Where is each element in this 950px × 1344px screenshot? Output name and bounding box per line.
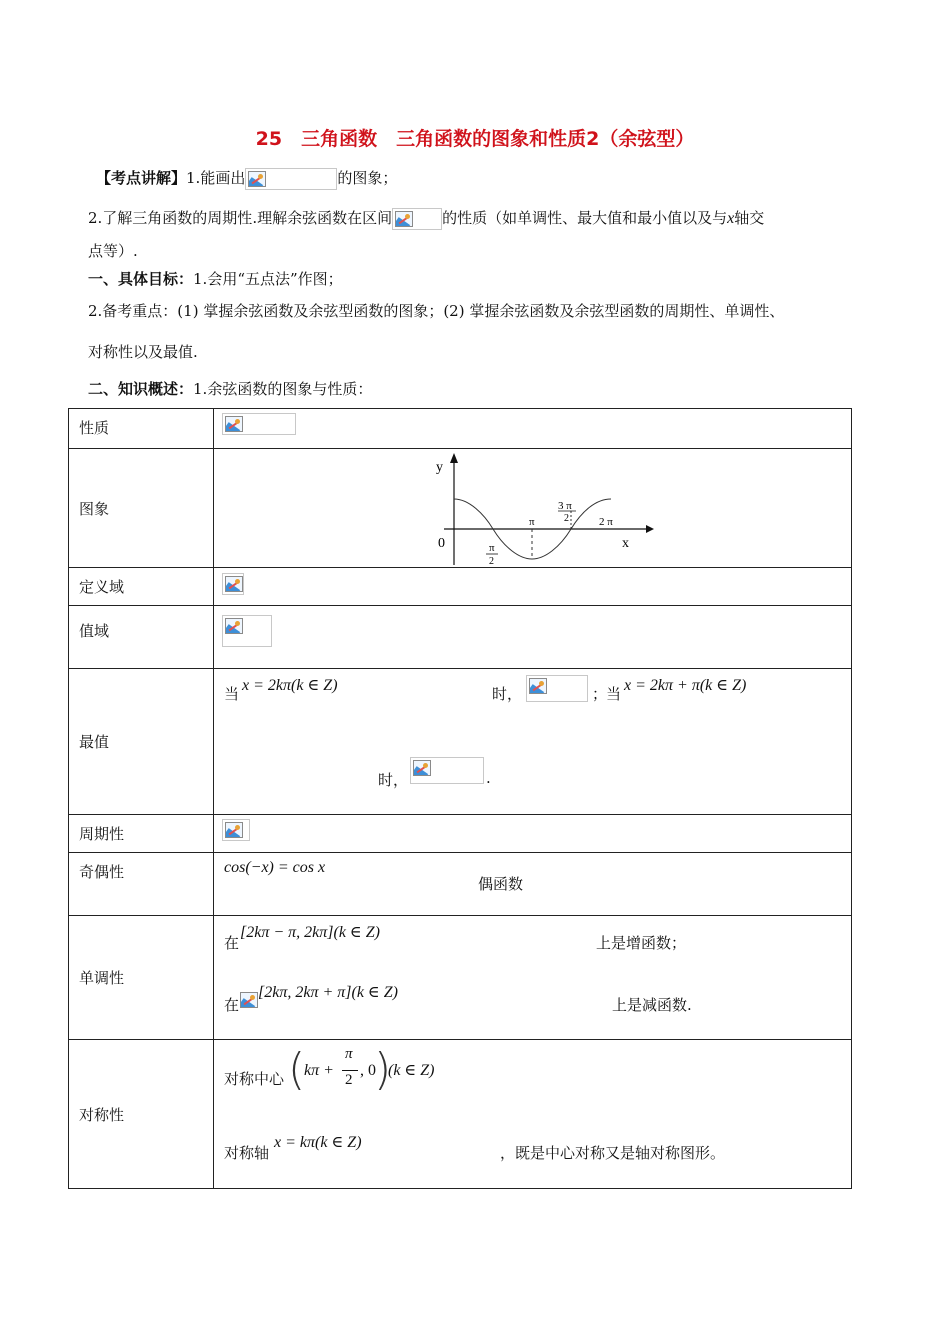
intro-x-var: x: [727, 210, 735, 227]
min-value-image-placeholder: [410, 757, 484, 784]
three-pi-half-den: 2: [564, 513, 569, 524]
extreme-time-2: 时，: [378, 771, 409, 789]
goals-line-3: 对称性以及最值.: [88, 343, 198, 361]
sym-center-tail: , 0: [360, 1062, 376, 1079]
goals-label: 一、具体目标：: [88, 270, 194, 288]
extreme-when-1: 当: [224, 685, 240, 703]
broken-image-icon: [240, 992, 258, 1008]
pi-half-den: 2: [489, 556, 494, 567]
intro-line-2: [88, 207, 764, 230]
intro-line-1: [96, 167, 397, 190]
mono-interval-1: [2kπ − π, 2kπ](k ∈ Z): [240, 924, 380, 941]
domain-image-placeholder: [222, 573, 244, 595]
period-value-cell: [214, 815, 852, 853]
sym-left-paren: (: [288, 1044, 306, 1095]
extreme-eq-1: x = 2kπ(k ∈ Z): [242, 677, 338, 694]
mono-in-1: 在: [224, 934, 240, 952]
y-axis-arrow-icon: [450, 453, 458, 463]
domain-value-cell: [214, 568, 852, 606]
sym-frac-bar: [342, 1070, 358, 1071]
goals-item1: 1.会用“五点法”作图；: [193, 270, 343, 288]
goals-line-2: 2.备考重点：(1) 掌握余弦函数及余弦型函数的图象；(2) 掌握余弦函数及余弦型函数的周期性、单调性、: [88, 302, 785, 320]
table-row-symmetry: [69, 1040, 852, 1189]
intro-item2-prefix: 2.了解三角函数的周期性.理解余弦函数在区间: [88, 209, 393, 227]
sym-center-k: kπ +: [304, 1062, 334, 1079]
row-label-graph: 图象: [69, 449, 214, 568]
extreme-when-2: 当: [606, 685, 622, 703]
mono-in-2: 在: [224, 996, 240, 1014]
range-image-placeholder: [222, 615, 272, 647]
extreme-time-1: 时，: [492, 685, 523, 703]
extreme-value-cell: [214, 669, 852, 815]
function-image-placeholder: [222, 413, 296, 435]
row-label-period: 周期性: [69, 815, 214, 853]
sym-axis-tail: ，既是中心对称又是轴对称图形。: [500, 1144, 726, 1162]
cosine-properties-table: [68, 408, 852, 1189]
parity-text: 偶函数: [478, 875, 524, 893]
symmetry-value-cell: [214, 1040, 852, 1189]
period-image-placeholder: [222, 819, 250, 841]
broken-image-icon: [225, 416, 243, 432]
row-label-monotonic: 单调性: [69, 916, 214, 1040]
overview-label: 二、知识概述：: [88, 380, 194, 398]
interval-image-placeholder: [392, 208, 442, 230]
pi-label: π: [529, 516, 535, 528]
table-row-property: [69, 409, 852, 449]
table-row-period: [69, 815, 852, 853]
y-label: y: [436, 460, 443, 475]
intro-item1-prefix: 1.能画出: [186, 169, 246, 187]
broken-image-icon: [248, 171, 266, 187]
row-label-domain: 定义域: [69, 568, 214, 606]
extreme-eq-2: x = 2kπ + π(k ∈ Z): [624, 677, 747, 694]
sym-axis-label: 对称轴: [224, 1144, 270, 1162]
sym-center-den: 2: [345, 1072, 353, 1088]
table-row-parity: [69, 853, 852, 916]
formula-image-placeholder: [245, 168, 337, 190]
mono-decreasing: 上是减函数.: [612, 996, 692, 1014]
x-label: x: [622, 536, 629, 551]
sym-center-num: π: [345, 1046, 353, 1062]
intro-item2-mid: 的性质（如单调性、最大值和最小值以及与: [442, 209, 728, 227]
broken-image-icon: [395, 211, 413, 227]
row-label-extreme: 最值: [69, 669, 214, 815]
row-label-range: 值域: [69, 606, 214, 669]
extreme-semicolon: ；: [592, 685, 608, 703]
sym-right-paren: ): [374, 1044, 392, 1095]
row-label-symmetry: 对称性: [69, 1040, 214, 1189]
overview-line: [88, 378, 372, 399]
range-value-cell: [214, 606, 852, 669]
max-value-image-placeholder: [526, 675, 588, 702]
parity-formula: cos(−x) = cos x: [224, 859, 326, 876]
table-row-monotonic: [69, 916, 852, 1040]
row-label-parity: 奇偶性: [69, 853, 214, 916]
table-row-graph: [69, 449, 852, 568]
broken-image-icon: [529, 678, 547, 694]
parity-value-cell: [214, 853, 852, 916]
table-row-extreme: [69, 669, 852, 815]
pi-half-num: π: [489, 542, 495, 554]
intro-item2-axis: 轴交: [734, 209, 765, 227]
intro-bracket: 【考点讲解】: [96, 169, 187, 187]
two-pi-label: 2 π: [599, 516, 613, 528]
sym-center-cond: (k ∈ Z): [388, 1062, 435, 1079]
broken-image-icon: [413, 760, 431, 776]
broken-image-icon: [225, 822, 243, 838]
intro-item1-suffix: 的图象；: [337, 169, 398, 187]
goals-line-1: [88, 268, 343, 289]
monotonic-value-cell: [214, 916, 852, 1040]
row-label-property: 性质: [69, 409, 214, 449]
table-row-domain: [69, 568, 852, 606]
broken-image-icon: [225, 618, 243, 634]
mono-interval-2: [2kπ, 2kπ + π](k ∈ Z): [258, 984, 398, 1001]
broken-image-icon: [225, 576, 243, 592]
cosine-graph: [424, 449, 654, 569]
inline-image-placeholder: [240, 990, 256, 1012]
x-axis-arrow-icon: [646, 525, 654, 533]
table-row-range: [69, 606, 852, 669]
sym-axis-eq: x = kπ(k ∈ Z): [274, 1134, 362, 1151]
page-title: 25 三角函数 三角函数的图象和性质2（余弦型）: [255, 128, 695, 150]
extreme-end-dot: .: [486, 769, 491, 787]
property-value-cell: [214, 409, 852, 449]
three-pi-half-num: 3 π: [558, 500, 572, 512]
mono-increasing: 上是增函数；: [596, 934, 687, 952]
origin-label: 0: [438, 536, 445, 551]
sym-center-label: 对称中心: [224, 1070, 285, 1088]
graph-cell: [214, 449, 852, 568]
intro-line-3: 点等）.: [88, 242, 138, 260]
overview-text: 1.余弦函数的图象与性质：: [193, 380, 373, 398]
